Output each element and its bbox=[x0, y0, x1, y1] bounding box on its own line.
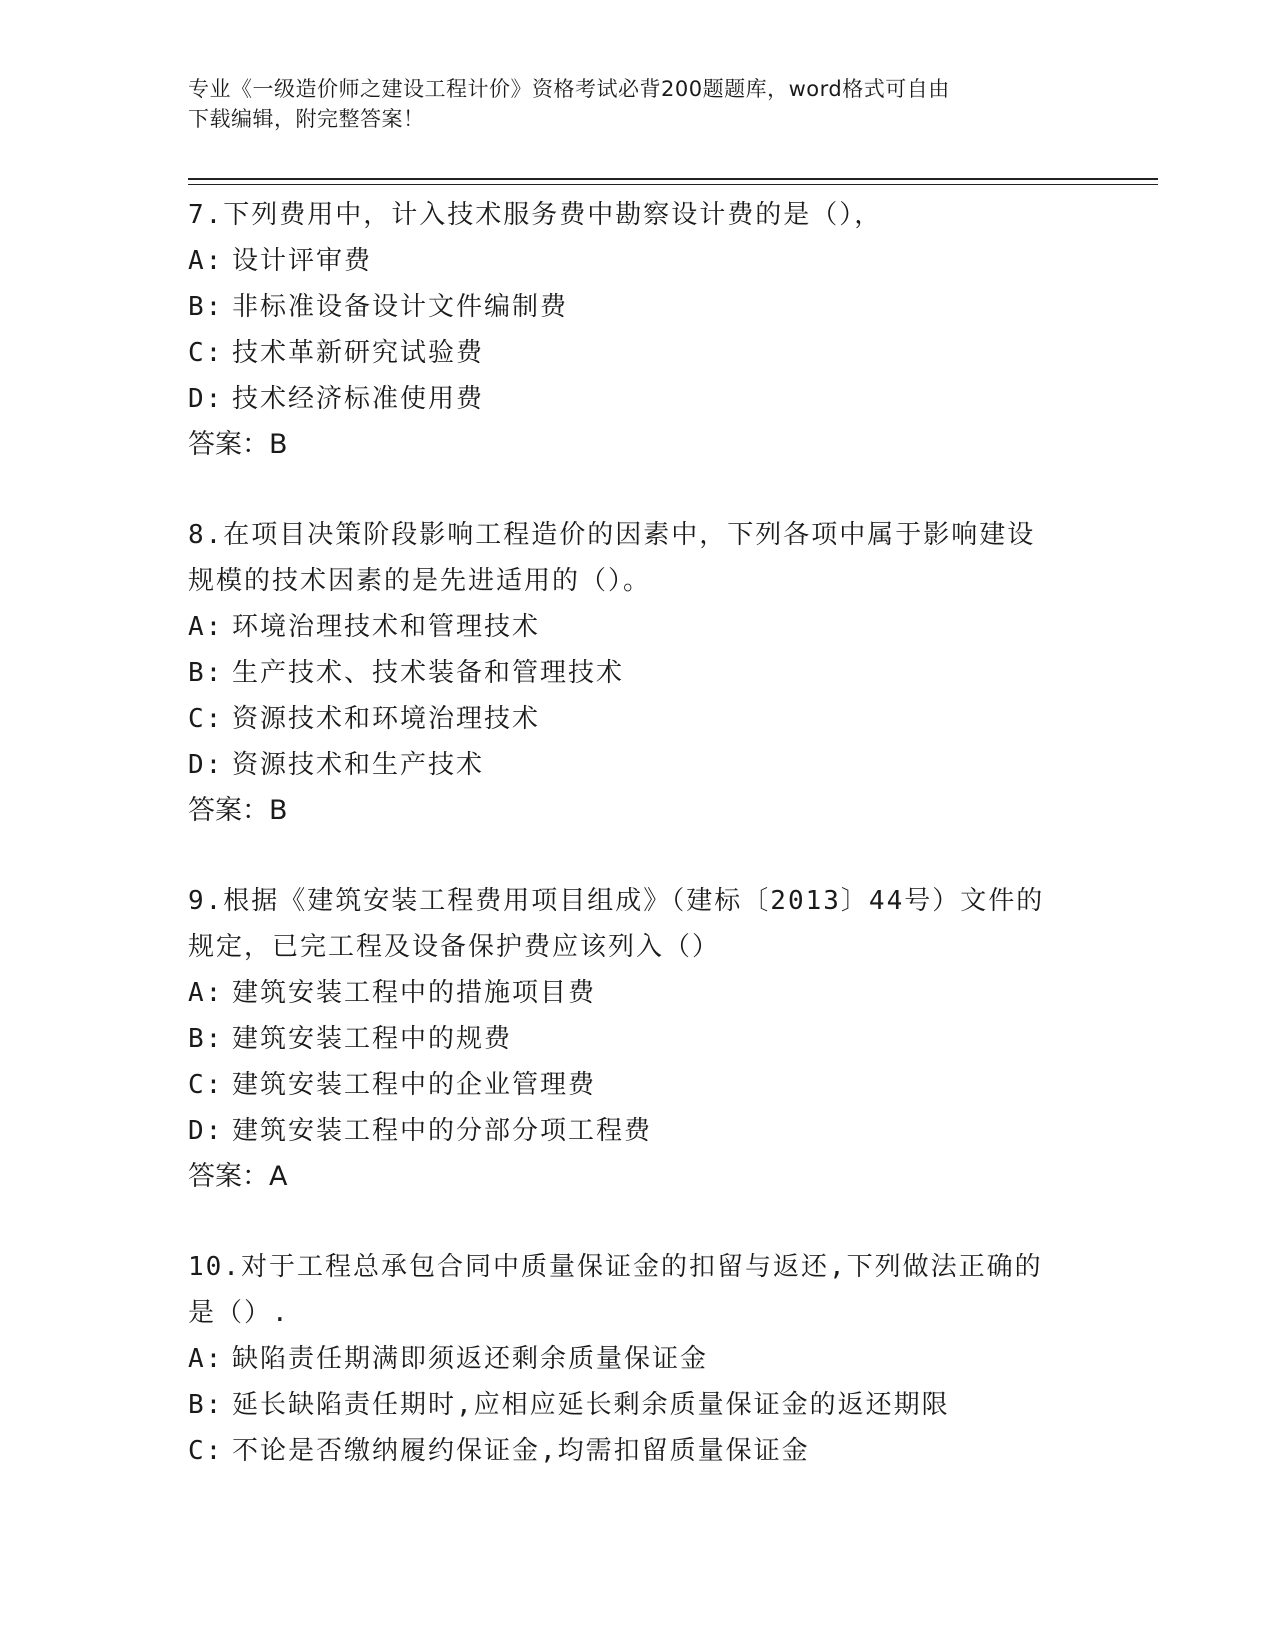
question-text-cont: 规定，已完工程及设备保护费应该列入（） bbox=[188, 932, 721, 962]
option-text: 建筑安装工程中的规费 bbox=[232, 1024, 513, 1054]
option-key: A: bbox=[188, 978, 224, 1008]
option-key: B: bbox=[188, 1024, 224, 1054]
question-text: 8.在项目决策阶段影响工程造价的因素中，下列各项中属于影响建设 bbox=[188, 520, 1036, 550]
option-key: A: bbox=[188, 1344, 224, 1374]
option-text: 非标准设备设计文件编制费 bbox=[232, 292, 569, 322]
header-line-1: 专业《一级造价师之建设工程计价》资格考试必背200题题库，word格式可自由 bbox=[188, 77, 950, 101]
option-c bbox=[188, 330, 1088, 376]
option-key: D: bbox=[188, 384, 224, 414]
option-c bbox=[188, 1428, 1088, 1474]
option-c bbox=[188, 1062, 1088, 1108]
option-a bbox=[188, 1336, 1088, 1382]
header-line-2: 下载编辑，附完整答案！ bbox=[188, 107, 425, 131]
option-key: C: bbox=[188, 338, 224, 368]
option-b bbox=[188, 1382, 1088, 1428]
option-text: 建筑安装工程中的措施项目费 bbox=[232, 978, 597, 1008]
option-key: D: bbox=[188, 750, 224, 780]
header-divider-thin bbox=[188, 184, 1158, 185]
option-d bbox=[188, 742, 1088, 788]
option-key: C: bbox=[188, 704, 224, 734]
option-key: B: bbox=[188, 292, 224, 322]
option-text: 建筑安装工程中的企业管理费 bbox=[232, 1070, 597, 1100]
option-key: B: bbox=[188, 1390, 224, 1420]
question-10 bbox=[188, 1244, 1088, 1474]
header-divider-thick bbox=[188, 178, 1158, 180]
answer-line: 答案：A bbox=[188, 1161, 288, 1192]
option-text: 技术革新研究试验费 bbox=[232, 338, 485, 368]
option-text: 资源技术和生产技术 bbox=[232, 750, 485, 780]
option-text: 资源技术和环境治理技术 bbox=[232, 704, 541, 734]
option-d bbox=[188, 1108, 1088, 1154]
option-key: B: bbox=[188, 658, 224, 688]
question-text: 7.下列费用中，计入技术服务费中勘察设计费的是（）， bbox=[188, 200, 883, 230]
answer-line: 答案：B bbox=[188, 429, 288, 460]
option-text: 缺陷责任期满即须返还剩余质量保证金 bbox=[232, 1344, 709, 1374]
question-list bbox=[188, 192, 1088, 1518]
question-9 bbox=[188, 878, 1088, 1200]
question-text: 9.根据《建筑安装工程费用项目组成》（建标〔2013〕44号）文件的 bbox=[188, 886, 1045, 916]
answer-line: 答案：B bbox=[188, 795, 288, 826]
option-text: 延长缺陷责任期时,应相应延长剩余质量保证金的返还期限 bbox=[232, 1390, 950, 1420]
option-a bbox=[188, 970, 1088, 1016]
option-key: C: bbox=[188, 1436, 224, 1466]
option-key: A: bbox=[188, 612, 224, 642]
option-key: C: bbox=[188, 1070, 224, 1100]
question-7 bbox=[188, 192, 1088, 468]
option-text: 设计评审费 bbox=[232, 246, 373, 276]
option-key: D: bbox=[188, 1116, 224, 1146]
option-text: 不论是否缴纳履约保证金,均需扣留质量保证金 bbox=[232, 1436, 810, 1466]
document-header bbox=[188, 74, 1068, 134]
option-text: 生产技术、技术装备和管理技术 bbox=[232, 658, 625, 688]
option-a bbox=[188, 604, 1088, 650]
option-text: 建筑安装工程中的分部分项工程费 bbox=[232, 1116, 653, 1146]
option-b bbox=[188, 650, 1088, 696]
option-text: 技术经济标准使用费 bbox=[232, 384, 485, 414]
option-c bbox=[188, 696, 1088, 742]
question-text: 10.对于工程总承包合同中质量保证金的扣留与返还,下列做法正确的 bbox=[188, 1252, 1043, 1282]
option-b bbox=[188, 284, 1088, 330]
question-text-cont: 是（）. bbox=[188, 1298, 290, 1328]
option-key: A: bbox=[188, 246, 224, 276]
question-8 bbox=[188, 512, 1088, 834]
option-d bbox=[188, 376, 1088, 422]
question-text-cont: 规模的技术因素的是先进适用的（）。 bbox=[188, 566, 652, 596]
option-a bbox=[188, 238, 1088, 284]
option-text: 环境治理技术和管理技术 bbox=[232, 612, 541, 642]
option-b bbox=[188, 1016, 1088, 1062]
